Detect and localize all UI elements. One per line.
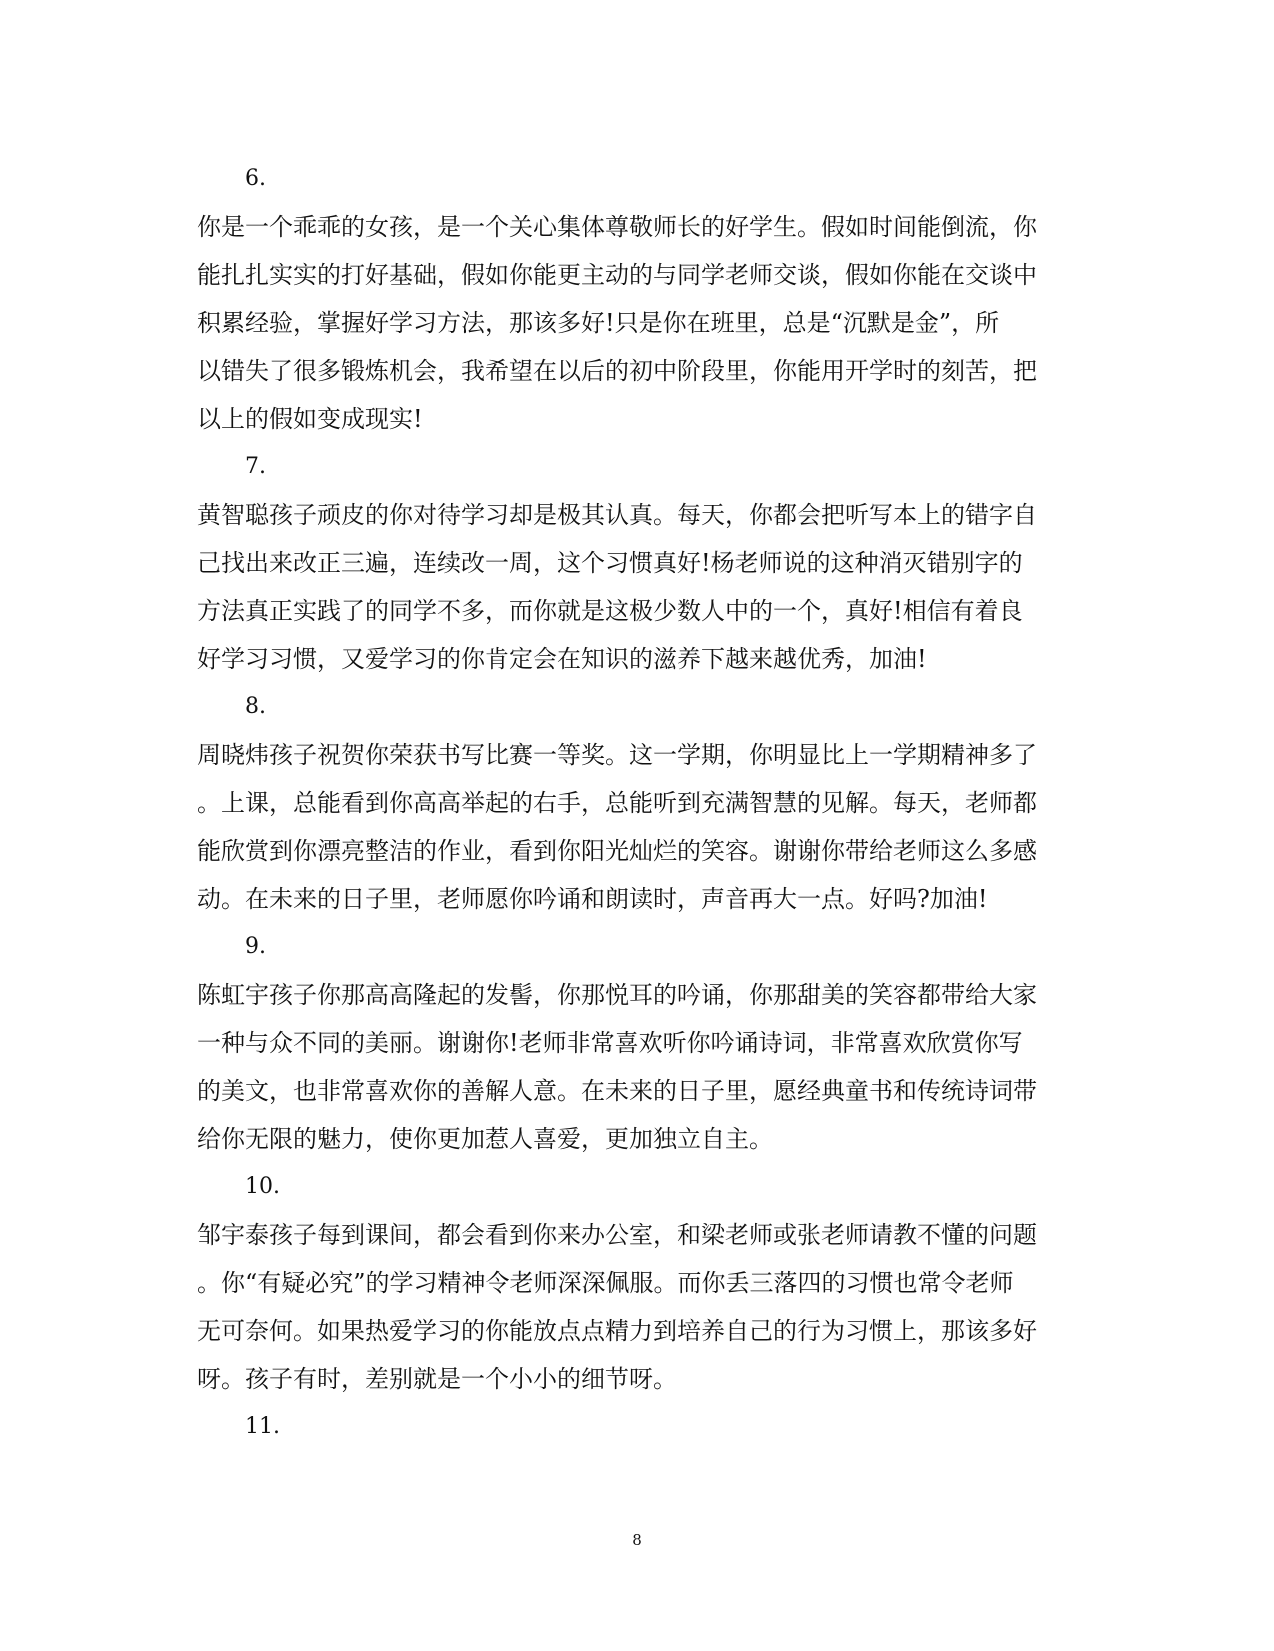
document-body xyxy=(197,155,1077,1451)
entry-text: 你是一个乖乖的女孩，是一个关心集体尊敬师长的好学生。假如时间能倒流，你 能扎扎实实的打好基础，假如你能更主动的与同学老师交谈，假如你能在交谈中 积累经验，掌握好学习方法，那该多好!只是你在班里，总是“沉默是金”，所 以错失了很多锻炼机会，我希望在以后的初中阶段里，你能用开学时的刻苦，把 以上的假如变成现实! xyxy=(197,213,1037,433)
page-number: 8 xyxy=(632,1531,642,1549)
entry-text: 邹宇泰孩子每到课间，都会看到你来办公室，和梁老师或张老师请教不懂的问题 。你“有疑必究”的学习精神令老师深深佩服。而你丢三落四的习惯也常令老师 无可奈何。如果热爱学习的你能放点点精力到培养自己的行为习惯上，那该多好 呀。孩子有时，差别就是一个小小的细节呀。 xyxy=(197,1221,1037,1393)
entry-number: 6. xyxy=(245,166,266,191)
entry-number: 8. xyxy=(245,694,266,719)
entry-number: 10. xyxy=(245,1174,280,1199)
entry-number: 11. xyxy=(245,1414,280,1439)
entry-text: 陈虹宇孩子你那高高隆起的发髻，你那悦耳的吟诵，你那甜美的笑容都带给大家 一种与众不同的美丽。谢谢你!老师非常喜欢听你吟诵诗词，非常喜欢欣赏你写 的美文，也非常喜欢你的善解人意。在未来的日子里，愿经典童书和传统诗词带 给你无限的魅力，使你更加惹人喜爱，更加独立自主。 xyxy=(197,981,1037,1153)
entry-text: 黄智聪孩子顽皮的你对待学习却是极其认真。每天，你都会把听写本上的错字自 己找出来改正三遍，连续改一周，这个习惯真好!杨老师说的这种消灭错别字的 方法真正实践了的同学不多，而你就是这极少数人中的一个，真好!相信有着良 好学习习惯，又爱学习的你肯定会在知识的滋养下越来越优秀，加油! xyxy=(197,501,1037,673)
entry-number: 9. xyxy=(245,934,266,959)
entry-text: 周晓炜孩子祝贺你荣获书写比赛一等奖。这一学期，你明显比上一学期精神多了 。上课，总能看到你高高举起的右手，总能听到充满智慧的见解。每天，老师都 能欣赏到你漂亮整洁的作业，看到你阳光灿烂的笑容。谢谢你带给老师这么多感 动。在未来的日子里，老师愿你吟诵和朗读时，声音再大一点。好吗?加油! xyxy=(197,741,1037,913)
entry-number: 7. xyxy=(245,454,266,479)
